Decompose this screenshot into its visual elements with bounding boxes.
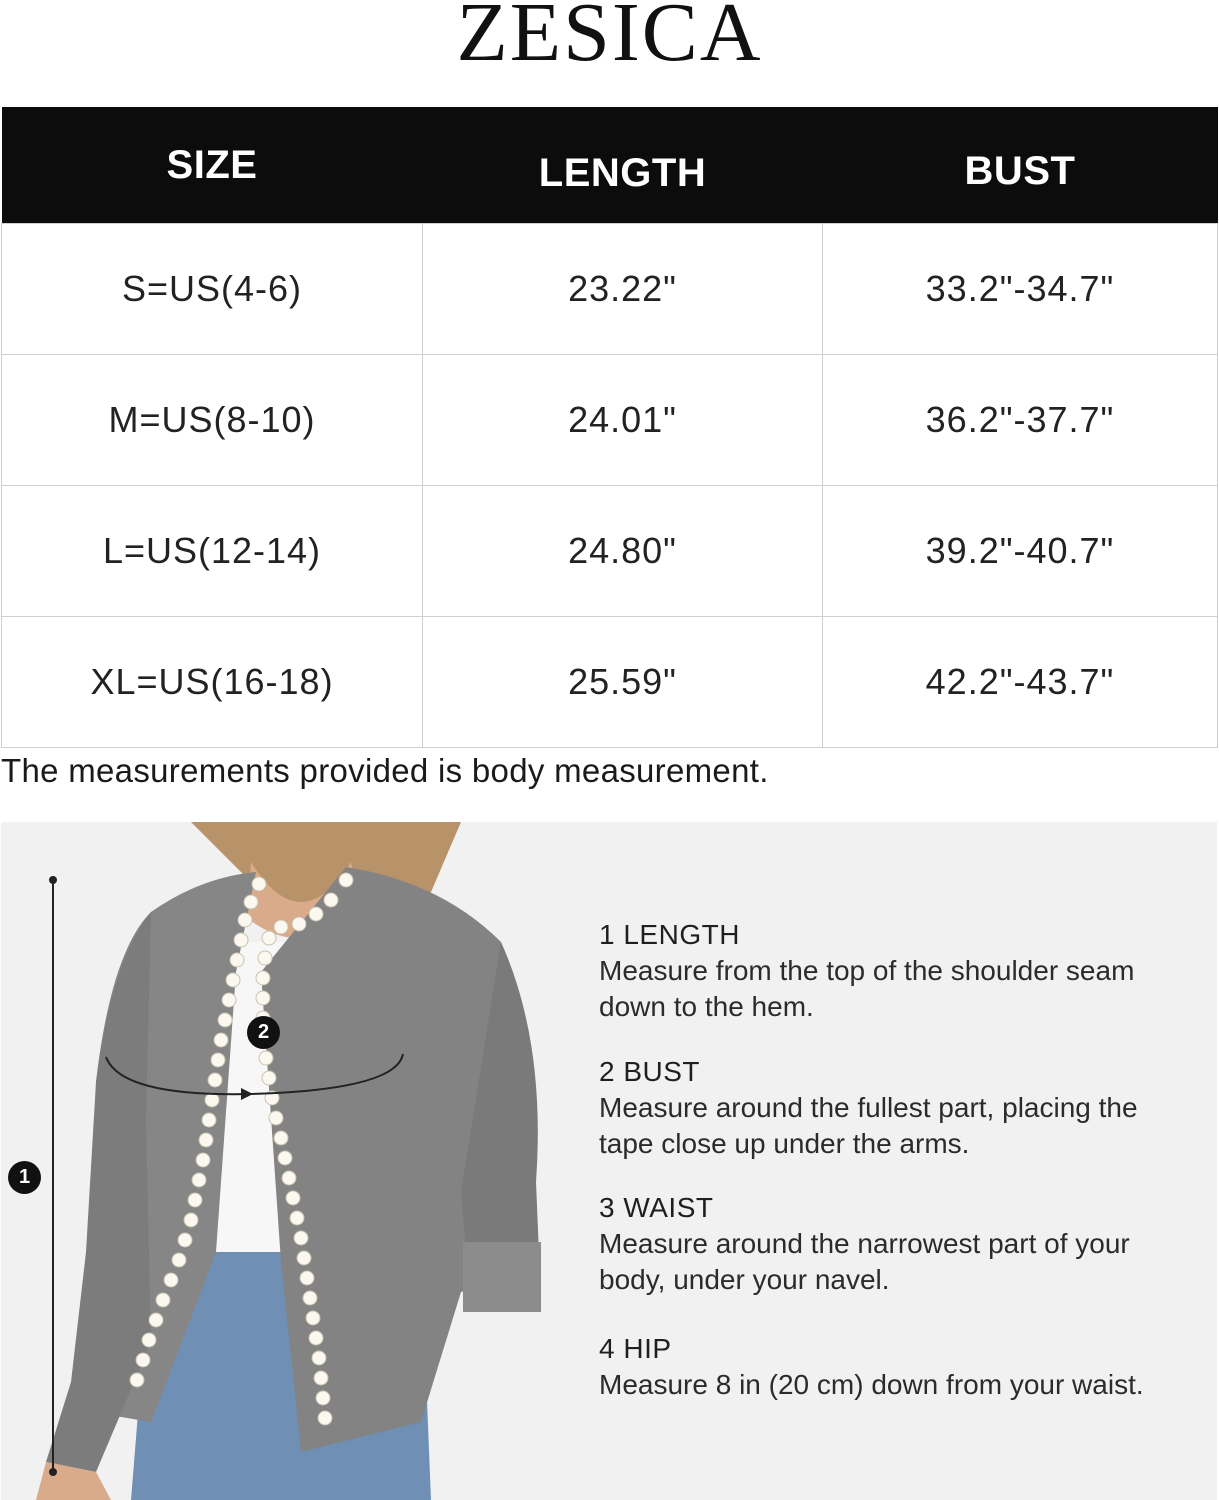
guide-waist-description: Measure around the narrowest part of your body, under your navel. [599, 1228, 1130, 1295]
header-size: SIZE [2, 107, 423, 224]
model-photo [1, 822, 601, 1500]
cell-bust: 36.2"-37.7" [823, 355, 1218, 486]
guide-length-title: 1 LENGTH [599, 919, 740, 950]
cell-bust: 33.2"-34.7" [823, 224, 1218, 355]
measure-guide-panel [1, 822, 1217, 1500]
cell-length: 24.01" [423, 355, 823, 486]
guide-bust-title: 2 BUST [599, 1056, 701, 1087]
cell-length: 25.59" [423, 617, 823, 748]
guide-length [599, 919, 1199, 1025]
guide-hip-title: 4 HIP [599, 1333, 672, 1364]
cell-size: M=US(8-10) [2, 355, 423, 486]
cell-bust: 39.2"-40.7" [823, 486, 1218, 617]
size-chart-table [1, 107, 1218, 748]
cell-bust: 42.2"-43.7" [823, 617, 1218, 748]
cell-size: S=US(4-6) [2, 224, 423, 355]
guide-hip [599, 1333, 1199, 1403]
guide-length-description: Measure from the top of the shoulder seam down to the hem. [599, 955, 1135, 1022]
guide-bust-description: Measure around the fullest part, placing the tape close up under the arms. [599, 1092, 1138, 1159]
header-bust: BUST [823, 107, 1218, 224]
brand-logo: ZESICA [456, 0, 763, 79]
marker-1-badge [8, 1161, 41, 1194]
left-hand [36, 1462, 111, 1500]
table-row [2, 617, 1218, 748]
marker-1-label: 1 [18, 1166, 31, 1188]
table-row [2, 224, 1218, 355]
right-cuff [463, 1242, 541, 1312]
guide-waist-title: 3 WAIST [599, 1192, 714, 1223]
guide-hip-description: Measure 8 in (20 cm) down from your waist. [599, 1369, 1144, 1400]
length-measure-line [49, 876, 57, 1476]
marker-2-label: 2 [257, 1021, 270, 1043]
cell-size: L=US(12-14) [2, 486, 423, 617]
marker-2-badge [247, 1016, 280, 1049]
measurement-note: The measurements provided is body measurement. [1, 752, 769, 789]
cell-size: XL=US(16-18) [2, 617, 423, 748]
guide-waist [599, 1192, 1199, 1298]
guide-bust [599, 1056, 1199, 1162]
header-length: LENGTH [423, 107, 823, 224]
cell-length: 24.80" [423, 486, 823, 617]
cell-length: 23.22" [423, 224, 823, 355]
table-row [2, 486, 1218, 617]
table-row [2, 355, 1218, 486]
table-header-row [2, 107, 1218, 224]
